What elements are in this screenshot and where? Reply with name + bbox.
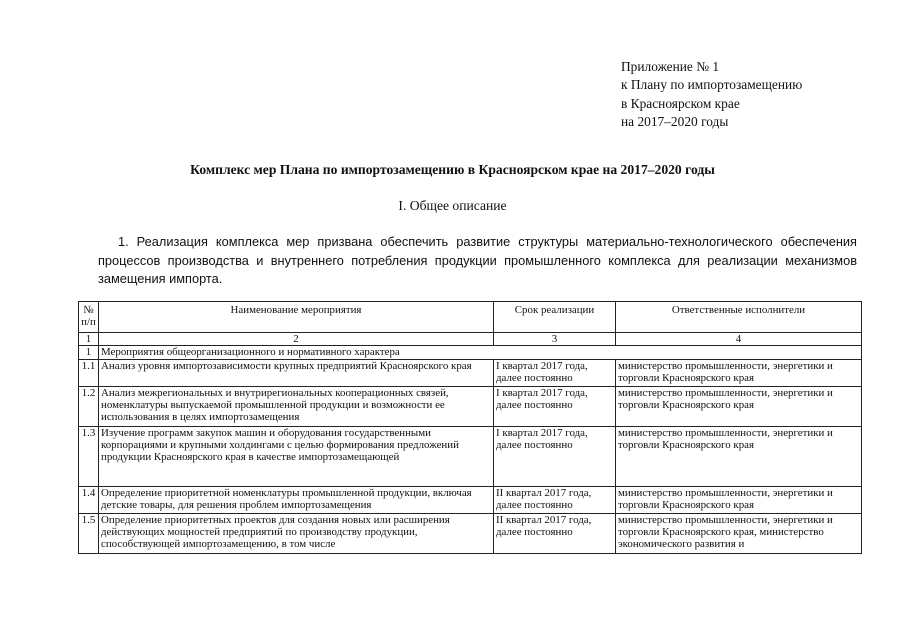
row-responsible: министерство промышленности, энергетики и торговли Красноярского края [616,386,862,426]
appendix-line: на 2017–2020 годы [621,113,729,129]
row-term: I квартал 2017 года, далее постоянно [494,386,616,426]
row-responsible: министерство промышленности, энергетики и торговли Красноярского края [616,486,862,513]
table-row [79,426,862,486]
header-term: Срок реализации [494,302,616,333]
row-name: Определение приоритетной номенклатуры промышленной продукции, включая детские товары, для решения проблем импортозамещения [99,486,494,513]
row-term: I квартал 2017 года, далее постоянно [494,359,616,386]
document-title: Комплекс мер Плана по импортозамещению в Красноярском крае на 2017–2020 годы [190,162,715,177]
index-cell: 2 [99,333,494,346]
appendix-line: к Плану по импортозамещению [621,77,803,93]
section-row [79,346,862,359]
table-row [79,513,862,553]
row-responsible: министерство промышленности, энергетики и торговли Красноярского края [616,426,862,486]
row-responsible: министерство промышленности, энергетики и торговли Красноярского края [616,359,862,386]
row-name: Изучение программ закупок машин и оборудования государственными корпорациями и крупными холдингами с целью формирования предложений продукции Красноярского края в качестве импортозамещающей [99,426,494,486]
row-num: 1.3 [79,426,99,486]
index-cell: 4 [616,333,862,346]
section-num: 1 [79,346,99,359]
row-name: Определение приоритетных проектов для создания новых или расширения действующих мощностей предприятий по производству продукции, способствующей импортозамещению, в том числе [99,513,494,553]
row-term: II квартал 2017 года, далее постоянно [494,486,616,513]
appendix-line: Приложение № 1 [621,59,720,74]
table-row [79,486,862,513]
section-label: Мероприятия общеорганизационного и нормативного характера [99,346,862,359]
row-term: II квартал 2017 года, далее постоянно [494,513,616,553]
row-term: I квартал 2017 года, далее постоянно [494,426,616,486]
appendix-block [621,58,802,131]
table-header-row [79,302,862,333]
section-heading: I. Общее описание [398,198,507,213]
row-num: 1.5 [79,513,99,553]
header-name: Наименование мероприятия [99,302,494,333]
measures-table [78,301,862,554]
row-responsible: министерство промышленности, энергетики и торговли Красноярского края, министерство экономического развития и [616,513,862,553]
index-cell: 3 [494,333,616,346]
row-num: 1.4 [79,486,99,513]
row-name: Анализ уровня импортозависимости крупных предприятий Красноярского края [99,359,494,386]
row-num: 1.2 [79,386,99,426]
column-index-row [79,333,862,346]
row-num: 1.1 [79,359,99,386]
appendix-line: в Красноярском крае [621,95,740,111]
header-responsible: Ответственные исполнители [616,302,862,333]
table-row [79,359,862,386]
index-cell: 1 [79,333,99,346]
intro-paragraph: 1. Реализация комплекса мер призвана обеспечить развитие структуры материально-технологического обеспечения процессов производства и внутреннего потребления продукции промышленного комплекса для реализации механизмов замещения импорта. [98,234,857,287]
header-num: № п/п [79,302,99,333]
row-name: Анализ межрегиональных и внутрирегиональных кооперационных связей, номенклатуры выпускаемой промышленной продукции и возможности ее использования в целях импортозамещения [99,386,494,426]
table-row [79,386,862,426]
